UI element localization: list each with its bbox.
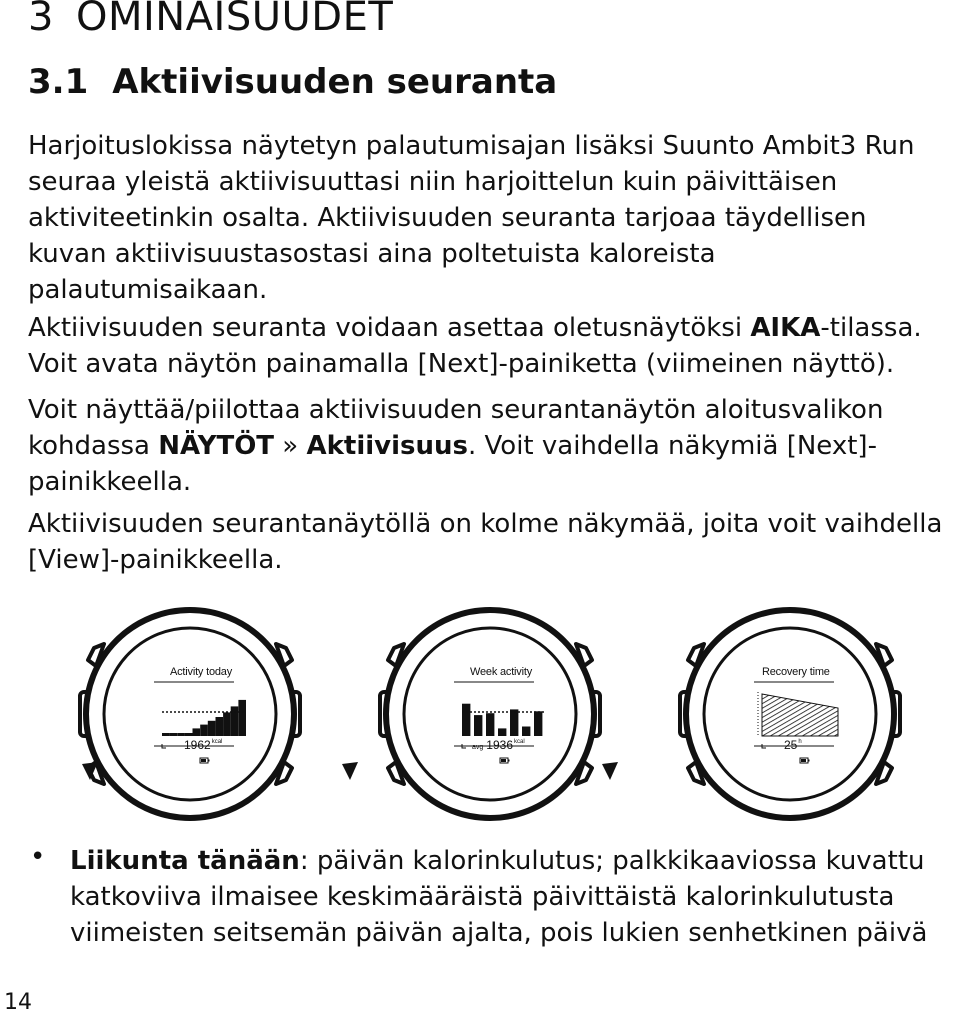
watch-value: $1962^{kcal}$ (184, 738, 223, 752)
watch-title: Recovery time (762, 666, 830, 678)
watch-recovery-time (670, 604, 910, 824)
watch-illustrations (70, 604, 930, 824)
menu-path-displays: NÄYTÖT (158, 431, 275, 461)
chart-bar (170, 733, 178, 736)
chart-bar (216, 717, 224, 736)
paragraph-show-hide: Voit näyttää/piilottaa aktiivisuuden seurantanäytön aloitusvalikon kohdassa NÄYTÖT » Aktiivisuus. Voit vaihdella näkymiä [Next]-painikkeella. (28, 395, 884, 497)
chart-bar (177, 733, 185, 736)
watch-value: avg $1936^{kcal}$ (472, 738, 525, 752)
paragraph-views: Aktiivisuuden seurantanäytöllä on kolme näkymää, joita voit vaihdella [View]-painikkeella. (28, 509, 943, 575)
arrow-left-icon (80, 760, 100, 782)
watch-value: 25$^h$ (784, 738, 802, 752)
bullet-marker: • (30, 842, 46, 872)
chart-bar (534, 711, 542, 736)
watch-face (670, 604, 910, 824)
paragraph-intro: Harjoituslokissa näytetyn palautumisajan lisäksi Suunto Ambit3 Run seuraa yleistä aktiivisuuttasi niin harjoittelun kuin päivittäisen aktiviteetinkin osalta. Aktiivisuuden seuranta tarjoaa täydellisen kuvan aktiivisuustasostasi aina poltetuista kaloreista palautumisaikaan. (28, 131, 915, 305)
chart-bar (200, 725, 208, 736)
mode-name: AIKA (750, 313, 821, 343)
chart-bar (223, 712, 231, 736)
chart-bar (231, 706, 239, 736)
chart-bar (510, 709, 518, 736)
chart-bar (185, 733, 193, 736)
subsection-heading (28, 62, 557, 102)
bullet-term: Liikunta tänään (70, 846, 300, 876)
watch-face (370, 604, 610, 824)
bullet-activity-today: Liikunta tänään: päivän kalorinkulutus; palkkikaaviossa kuvattu katkoviiva ilmaisee keskimääräistä päivittäistä kalorinkulutusta viimeisten seitsemän päivän ajalta, pois lukien senhetkinen päivä (70, 846, 928, 948)
chart-bar (462, 704, 470, 736)
chart-bar (498, 728, 506, 736)
watch-activity-today (70, 604, 310, 824)
paragraph-default-view: Aktiivisuuden seuranta voidaan asettaa oletusnäytöksi AIKA-tilassa. Voit avata näytön painamalla [Next]-painiketta (viimeinen näyttö). (28, 313, 922, 379)
chart-bar (522, 727, 530, 737)
watch-face (70, 604, 310, 824)
chart-bar (193, 728, 201, 736)
chart-bar (162, 733, 170, 736)
watch-week-activity (370, 604, 610, 824)
section-number: 3 (28, 0, 54, 40)
chart-bar (238, 700, 246, 736)
section-heading (28, 0, 393, 40)
watch-title: Week activity (470, 666, 532, 678)
arrow-left-icon (600, 760, 620, 782)
section-title: OMINAISUUDET (75, 0, 394, 40)
page-number: 14 (4, 990, 32, 1015)
chart-bar (474, 715, 482, 736)
watch-title: Activity today (170, 666, 233, 678)
chart-bar (208, 721, 216, 736)
subsection-title: Aktiivisuuden seuranta (112, 62, 558, 102)
chart-bar (486, 713, 494, 736)
subsection-number: 3.1 (28, 62, 89, 102)
menu-path-activity: Aktiivisuus (306, 431, 468, 461)
arrow-left-icon (340, 760, 360, 782)
